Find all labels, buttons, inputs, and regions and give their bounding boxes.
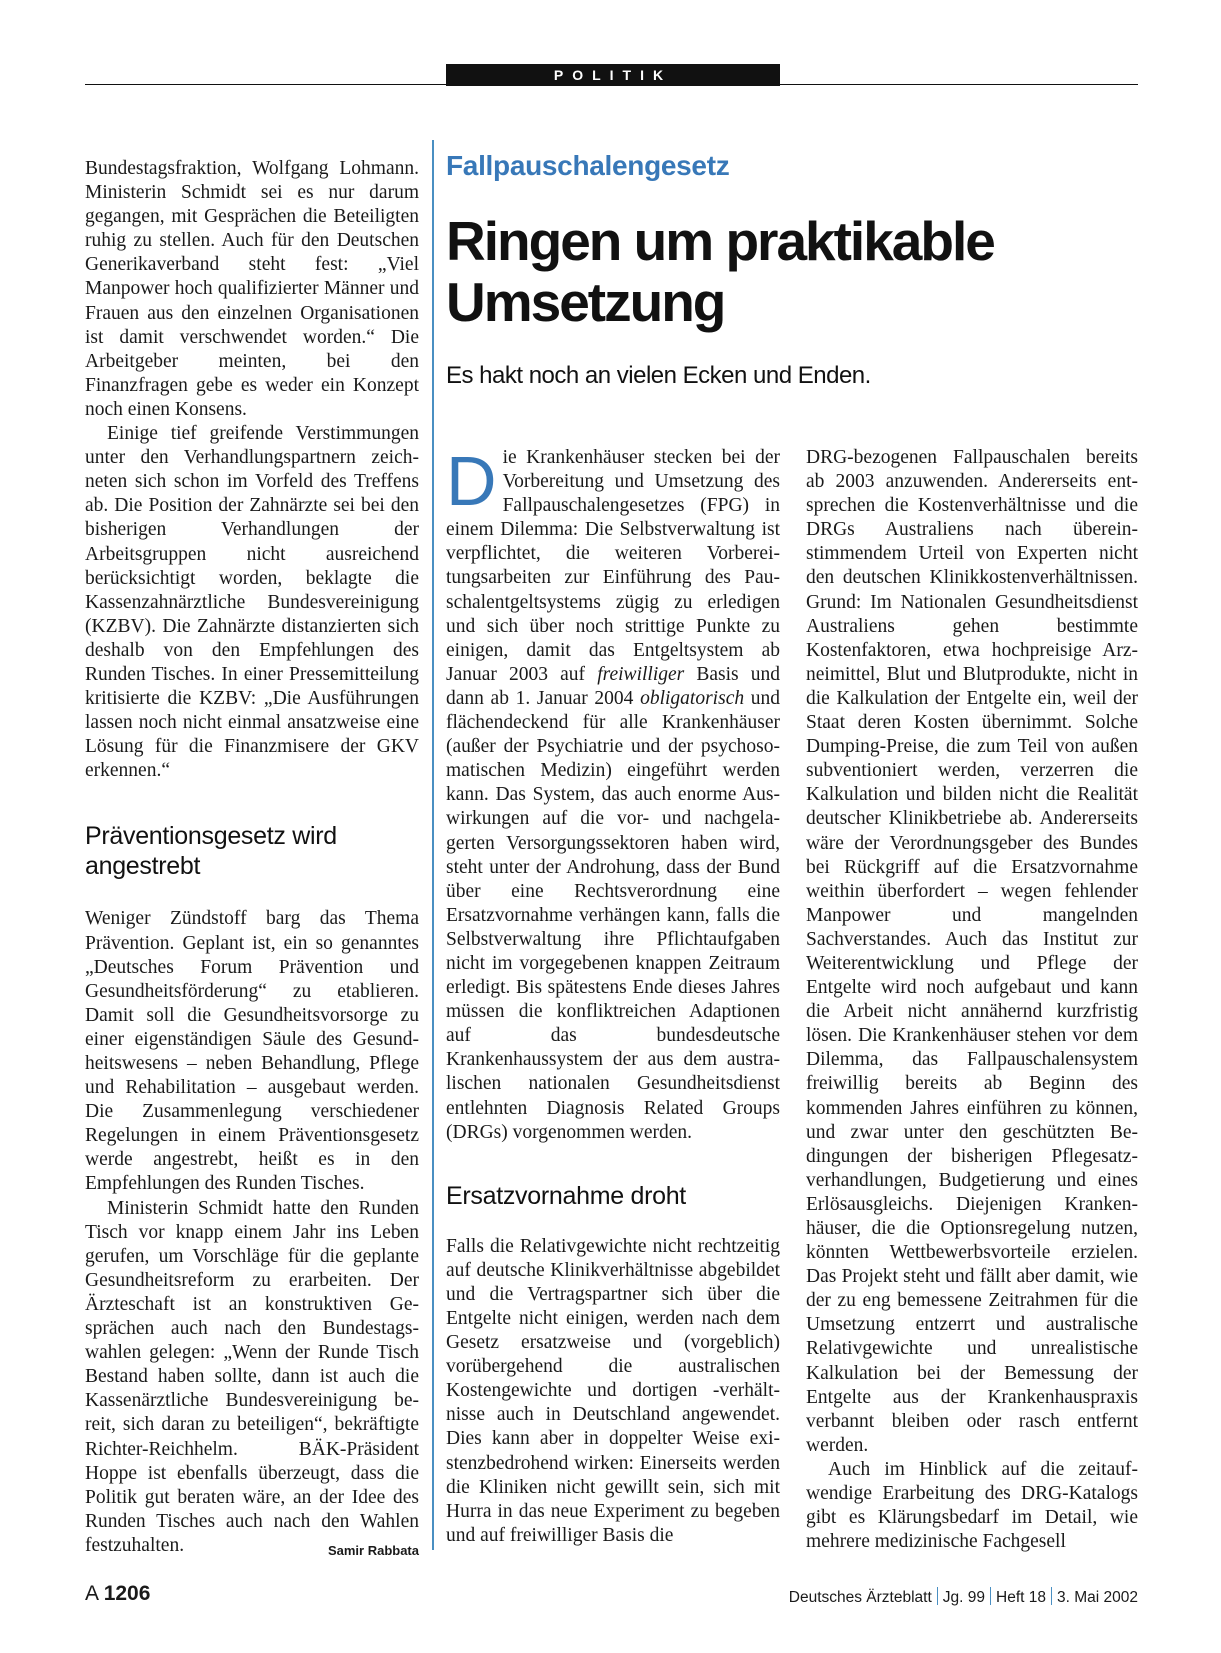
issue: Heft 18 bbox=[996, 1589, 1046, 1606]
volume: Jg. 99 bbox=[942, 1589, 986, 1606]
paragraph bbox=[85, 1197, 419, 1558]
section-heading: Präventionsgesetz wird angestrebt bbox=[85, 822, 337, 881]
paragraph: DRG-bezogenen Fallpauschalen bereits ab 2003 anzuwenden. Andererseits entsprechen die Kostenverhältnisse und die DRGs Australiens nach übereinstimmendem Urteil von Experten nicht den deutschen Klinikkostenverhältnissen. Grund: Im Nationalen Gesundheitsdienst Australiens gehen bestimmte Kostenfaktoren, etwa hochpreisige Arzneimittel, Blut und Blutprodukte, nicht in die Kalkulation der Entgelte ein, weil der Staat deren Kosten übernimmt. Solche Dumping-Preise, die zum Teil von außen subventioniert werden, verzerren die Kalkulation und bilden nicht die Realität deutscher Klinikbetriebe ab. Andererseits wäre der Verordnungsgeber des Bundes bei Rückgriff auf die Ersatzvornahme weithin überfordert – wegen fehlender Manpower und mangelnden Sachverstandes. Auch das Institut zur Weiterentwicklung und Pflege der Entgelte wird noch aufgebaut und kann die Arbeit nicht annähernd kurzfristig lösen. Die Krankenhäuser stehen vor dem Dilemma, das Fallpauschalensystem freiwillig bereits ab Beginn des kommenden Jahres einführen zu können, und zwar unter den geschützten Bedingungen der bisherigen Pflegesatzverhandlungen, Budgetierung und eines Erlösausgleichs. Diejenigen Krankenhäuser, die die Optionsregelung nutzen, könnten Wettbewerbsvorteile erzielen. Das Projekt steht und fällt aber damit, wie der zu eng bemessene Zeitrahmen für die Umsetzung entzerrt und australische Relativgewichte und unrealistische Kalkulation bei der Bemessung der Entgelte aus der Krankenhauspraxis verbannt bleiben oder rasch entfernt werden. bbox=[806, 447, 1138, 1456]
right-column bbox=[806, 446, 1138, 1554]
issue-date: 3. Mai 2002 bbox=[1057, 1589, 1138, 1606]
section-label: POLITIK bbox=[446, 64, 780, 86]
left-column bbox=[85, 157, 419, 1563]
paragraph: Auch im Hinblick auf die zeitaufwendige Erarbeitung des DRG-Katalogs gibt es Klärungsbedarf im Detail, wie mehrere medizinische Fachgesell bbox=[806, 1458, 1138, 1553]
paragraph-text: Basis und dann ab 1. Januar 2004 bbox=[446, 663, 781, 709]
paragraph: Einige tief greifende Verstimmungen unter den Verhandlungspartnern zeichneten sich schon im Vorfeld des Treffens ab. Die Position der Zahnärzte sei bei den bisherigen Verhandlungen der Arbeitsgruppen nicht ausreichend berücksichtigt worden, beklagte die Kassenzahnärztliche Bundesvereinigung (KZBV). Die Zahnärzte distanzierten sich deshalb von den Empfehlungen des Runden Tisches. In einer Pressemitteilung kritisierte die KZBV: „Die Ausführungen lassen noch nicht einmal ansatzweise eine Lösung für die Finanzmisere der GKV erkennen.“ bbox=[85, 423, 419, 782]
drop-cap: D bbox=[446, 442, 497, 520]
footer-separator bbox=[990, 1587, 991, 1605]
header-rule bbox=[85, 84, 1138, 85]
footer-separator bbox=[937, 1587, 938, 1605]
column-divider bbox=[432, 140, 434, 1550]
article-kicker: Fallpauschalengesetz bbox=[446, 150, 730, 181]
paragraph-text: ie Krankenhäuser stecken bei der Vorbereitung und Umsetzung des Fallpauschalengesetzes (FPG) in einem Dilemma: Die Selbstverwaltung ist verpflichtet, die weiteren Vorbereitungsarbeiten zur Einführung des Pauschalentgeltsystems zügig zu erledigen und sich über noch strittige Punkte zu einigen, damit das Entgeltsystem ab Januar 2003 auf bbox=[446, 447, 780, 685]
paragraph: Falls die Relativgewichte nicht rechtzeitig auf deutsche Klinikverhältnisse abgebildet und die Vertragspartner sich über die Entgelte nicht einigen, werden nach dem Gesetz ersatzweise und (vorgeblich) vorübergehend die australischen Kostengewichte und dortigen -verhältnisse auch in Deutschland angewendet. Dies kann aber in doppelter Weise existenzbedrohend wirken: Einerseits werden die Kliniken nicht gewillt sein, sich mit Hurra in das neue Experiment zu begeben und auf freiwilliger Basis die bbox=[446, 1235, 780, 1546]
page-number bbox=[85, 1582, 150, 1606]
author-byline: Samir Rabbata bbox=[327, 1542, 419, 1558]
footer-citation bbox=[789, 1587, 1138, 1607]
lead-paragraph bbox=[446, 442, 781, 1145]
footer-separator bbox=[1051, 1587, 1052, 1605]
middle-column bbox=[446, 442, 781, 1548]
article-dek: Es hakt noch an vielen Ecken und Enden. bbox=[446, 362, 871, 389]
emphasis: freiwilliger bbox=[597, 663, 685, 685]
paragraph-text: Ministerin Schmidt hatte den Runden Tisch vor knapp einem Jahr ins Leben gerufen, um Vorschläge für die geplante Gesundheitsreform zu erarbeiten. Der Ärzteschaft ist an konstruktiven Gesprächen auch nach den Bundestagswahlen gelegen: „Wenn der Runde Tisch Bestand haben sollte, dann ist auch die Kassenärztliche Bundesvereinigung bereit, sich daran zu beteiligen“, bekräftigte Richter-Reichhelm. BÄK-Präsident Hoppe ist ebenfalls überzeugt, dass die Politik gut beraten wäre, an der Idee des Runden Tisches auch nach den Wahlen festzuhalten. bbox=[85, 1197, 419, 1556]
section-heading: Ersatzvornahme droht bbox=[446, 1181, 686, 1210]
emphasis: obligatorisch bbox=[640, 687, 745, 709]
paragraph: Bundestagsfraktion, Wolfgang Lohmann. Ministerin Schmidt sei es nur darum gegangen, mit Gesprächen die Beteiligten ruhig zu stellen. Auch für den Deutschen Generikaverband steht fest: „Viel Manpower hoch qualifizierter Männer und Frauen aus den einzelnen Organisationen ist damit verschwendet worden.“ Die Arbeitgeber meinten, bei den Finanzfragen gebe es weder ein Konzept noch einen Konsens. bbox=[85, 158, 419, 420]
article-headline: Ringen um praktikable Umsetzung bbox=[446, 210, 994, 333]
page-number-value: 1206 bbox=[103, 1582, 151, 1605]
journal-name: Deutsches Ärzteblatt bbox=[788, 1589, 932, 1606]
page-prefix: A bbox=[85, 1582, 98, 1605]
paragraph: Weniger Zündstoff barg das Thema Prävention. Geplant ist, ein so genanntes „Deutsches Forum Prävention und Gesundheitsförderung“ zu etablieren. Damit soll die Gesundheitsvorsorge zu einer eigenständigen Säule des Gesundheitswesens – neben Behandlung, Pflege und Rehabilitation – ausgebaut werden. Die Zusammenlegung verschiedener Regelungen in einem Präventionsgesetz werde angestrebt, heißt es in den Empfehlungen des Runden Tisches. bbox=[85, 908, 419, 1195]
paragraph-text: und flächendeckend für alle Krankenhäuser (außer der Psychiatrie und der psychosomatischen Medizin) eingeführt werden kann. Das System, das auch enorme Auswirkungen auf die vor- und nachgelagerten Versorgungssektoren haben wird, steht unter der Androhung, dass der Bund über eine Rechtsverordnung eine Ersatzvornahme verhängen kann, falls die Selbstverwaltung ihre Pflichtaufgaben nicht im vorgegebenen knappen Zeitraum erledigt. Bis spätestens Ende dieses Jahres müssen die konfliktreichen Adaptionen auf das bundesdeutsche Krankenhaussystem der aus dem australischen nationalen Gesundheitsdienst entlehnten Diagnosis Related Groups (DRGs) vorgenommen werden. bbox=[446, 687, 781, 1143]
